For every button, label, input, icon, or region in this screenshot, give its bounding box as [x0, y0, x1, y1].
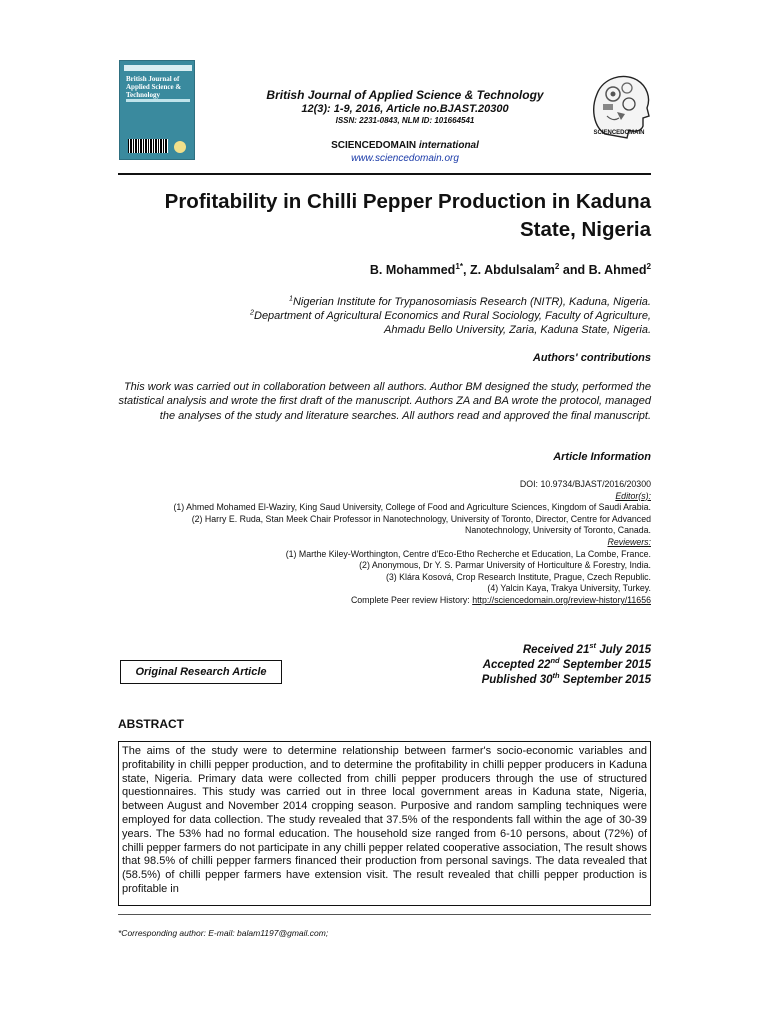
abstract-heading: ABSTRACT	[118, 717, 184, 731]
author-separator: and	[559, 263, 589, 277]
author-name: B. Ahmed	[588, 263, 647, 277]
editors-label	[118, 491, 651, 503]
cover-stripe	[126, 99, 190, 102]
cover-band	[124, 65, 192, 71]
barcode-icon	[128, 139, 168, 153]
affiliation-text: Nigerian Institute for Trypanosomiasis Research (NITR), Kaduna, Nigeria.	[292, 296, 651, 308]
author-affiliation-mark: 2	[646, 261, 651, 271]
accepted-date	[380, 656, 651, 671]
received-date-text: Received 21	[522, 644, 590, 656]
author-name: B. Mohammed	[369, 263, 456, 277]
date-ordinal: nd	[550, 656, 560, 666]
journal-cover-image	[119, 60, 195, 160]
affiliation-text: Department of Agricultural Economics and Rural Sociology, Faculty of Agriculture,	[254, 310, 651, 322]
published-date-text: Published 30	[481, 674, 553, 686]
journal-volume: 12(3): 1-9, 2016, Article no.BJAST.20300	[301, 103, 509, 115]
footnote-divider	[118, 914, 651, 915]
author-separator: ,	[463, 263, 470, 277]
reviewer-entry: (3) Klára Kosová, Crop Research Institute, Prague, Czech Republic.	[385, 571, 651, 582]
publisher-name: SCIENCEDOMAIN	[331, 140, 417, 151]
publisher-url-link[interactable]: www.sciencedomain.org	[351, 153, 459, 164]
affiliation-mark: 1	[288, 294, 293, 303]
review-history-label: Complete Peer review History:	[350, 595, 473, 605]
date-ordinal: th	[552, 671, 560, 681]
cover-emblem-icon	[174, 141, 186, 153]
publisher-suffix: international	[416, 140, 479, 151]
editor-entry: Nanotechnology, University of Toronto, Canada.	[465, 525, 651, 536]
affiliation-mark: 2	[250, 308, 254, 317]
contributions-text: This work was carried out in collaboration between all authors. Author BM designed the study, performed the statistical analysis and wrote the first draft of the manuscript. Authors ZA and BA wrote the protocol, managed the analyses of the study and literature searches. All authors read and approved the final manuscript.	[118, 381, 651, 422]
author-list	[118, 263, 651, 277]
logo-caption: SCIENCEDOMAIN	[593, 130, 645, 136]
affiliation-2	[118, 309, 651, 337]
reviewers-label-text: Reviewers:	[607, 537, 651, 547]
review-history	[118, 595, 651, 607]
reviewer-entry: (2) Anonymous, Dr Y. S. Parmar University of Horticulture & Forestry, India.	[359, 560, 651, 571]
cover-title: British Journal of Applied Science & Technology	[126, 75, 182, 99]
journal-name: British Journal of Applied Science & Technology	[266, 88, 544, 102]
author-name: Z. Abdulsalam	[469, 263, 555, 277]
corresponding-author-footnote: *Corresponding author: E-mail: balam1197@gmail.com;	[118, 928, 329, 938]
publisher-line	[205, 140, 605, 151]
affiliation-1	[118, 295, 651, 309]
accepted-date-text: Accepted 22	[482, 659, 551, 671]
abstract-text: The aims of the study were to determine relationship between farmer's socio-economic variables and profitability in chilli pepper production, and to determine the profitability in chilli pepper producers in Kaduna state, Nigeria. Primary data were collected from chilli pepper producers through the use of structured questionnaires. This study was carried out in three local government areas in Kaduna state, Nigeria, between August and November 2014 cropping season. Purposive and random sampling techniques were employed for data collection. The study revealed that 37.5% of the respondents fall within the age of 30-39 years. The 53% had no formal education. The household size ranged from 6-10 persons, about (72%) of chilli pepper farmers do not participate in any chilli pepper related cooperative association, The result shows that 98.5% of chilli pepper farmers financed their production from personal savings. The data revealed that (58.5%) of chilli pepper farmers have extension visit. The result revealed that chilli pepper production is profitable in	[122, 745, 647, 895]
reviewer-entry: (1) Marthe Kiley-Worthington, Centre d'Eco-Etho Recherche et Education, La Combe, France.	[285, 548, 651, 559]
header-divider	[118, 173, 651, 175]
paper-title: Profitability in Chilli Pepper Production in Kaduna State, Nigeria	[164, 190, 651, 241]
review-history-link[interactable]: http://sciencedomain.org/review-history/11656	[472, 595, 651, 605]
published-date	[380, 671, 651, 686]
reviewer-entry: (4) Yalcin Kaya, Trakya University, Turkey.	[487, 583, 651, 594]
article-type-badge: Original Research Article	[120, 660, 282, 684]
affiliation-text-continued: Ahmadu Bello University, Zaria, Kaduna State, Nigeria.	[384, 324, 651, 336]
author-affiliation-mark: 2	[554, 261, 560, 271]
editor-entry: (1) Ahmed Mohamed El-Waziry, King Saud University, College of Food and Agriculture Sciences, Kingdom of Saudi Arabia.	[173, 502, 651, 513]
date-ordinal: st	[589, 641, 597, 651]
abstract-box	[118, 741, 651, 906]
journal-issn: ISSN: 2231-0843, NLM ID: 101664541	[335, 116, 475, 125]
accepted-date-month: September 2015	[559, 659, 651, 671]
author-affiliation-mark: 1*	[455, 261, 463, 271]
contributions-heading: Authors' contributions	[532, 352, 651, 364]
article-info-heading: Article Information	[553, 451, 651, 463]
reviewers-label	[118, 537, 651, 549]
published-date-month: September 2015	[559, 674, 651, 686]
received-date	[380, 641, 651, 656]
editors-label-text: Editor(s):	[615, 490, 651, 501]
received-date-month: July 2015	[596, 644, 651, 656]
editor-entry: (2) Harry E. Ruda, Stan Meek Chair Professor in Nanotechnology, University of Toronto, Director, Centre for Advanced	[191, 513, 651, 524]
doi-line: DOI: 10.9734/BJAST/2016/20300	[519, 479, 651, 489]
